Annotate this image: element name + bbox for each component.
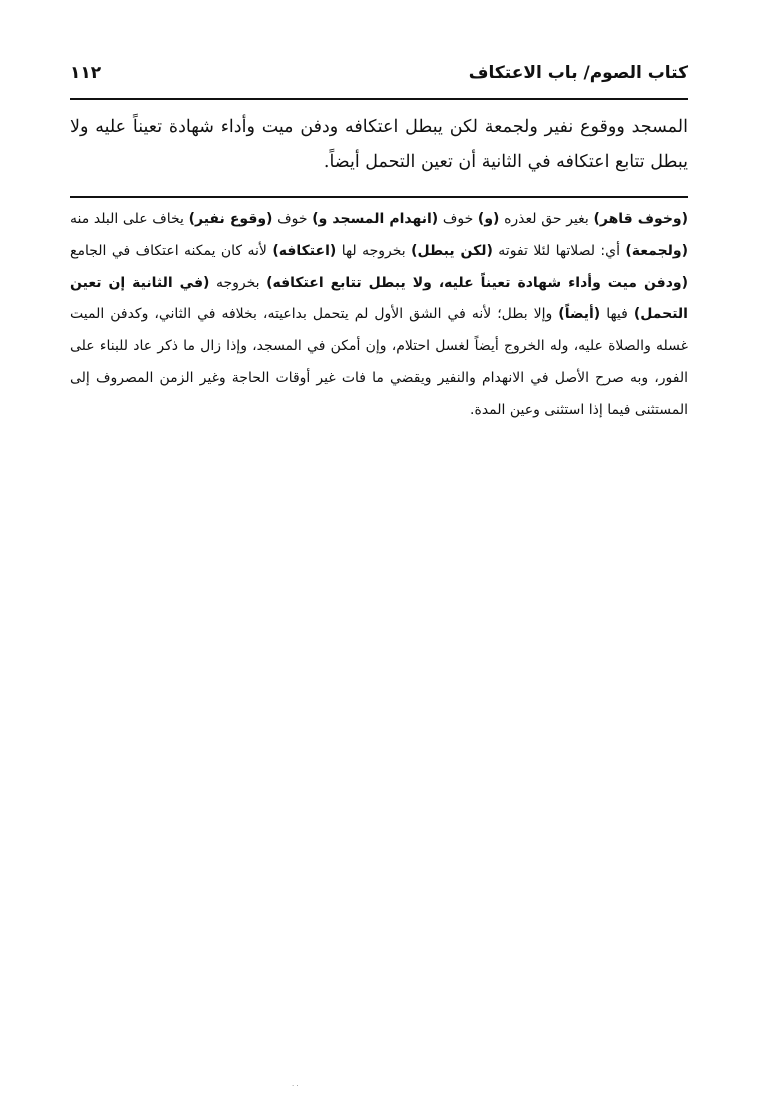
commentary-text: خوف [272,211,313,227]
quoted-text: (انهدام المسجد و) [312,211,439,227]
commentary-text: بخروجه لها [336,242,412,259]
page-header [70,60,688,90]
quoted-text: (لكن يبطل) [411,242,493,259]
page-number: ١١٢ [70,63,102,83]
commentary-text: لأنه كان يمكنه اعتكاف في الجامع [70,242,273,259]
commentary-text: بغير حق لعذره [499,211,594,227]
commentary-text: خوف [438,211,478,227]
running-title: كتاب الصوم/ باب الاعتكاف [468,63,688,83]
commentary-text: وإلا بطل؛ لأنه في الشق الأول لم يتحمل بداعيته، بخلافه في الثاني، وكدفن الميت غسله والصلاة عليه، وله الخروج أيضاً لغسل احتلام، وإن أمكن في المسجد، وإذا زال ما ذكر عاد للبناء على الفور، وبه صرح الأصل في الانهدام والنفير ويقضي ما فات غير أوقات الحاجة وغير الزمن المصروف إلى المستثنى فيما إذا استثنى وعين المدة. [70,306,688,418]
quoted-text: (اعتكافه) [272,242,337,259]
bottom-mark: ·· [292,1082,301,1090]
quoted-text: (و) [477,211,500,227]
quoted-text: (وقوع نفير) [188,211,273,227]
commentary-paragraph [70,204,688,427]
quoted-text: (وخوف قاهر) [593,211,689,227]
quoted-text: (في الثانية إن تعين التحمل) [70,274,688,323]
header-divider [70,98,688,100]
main-text-block [70,110,688,180]
quoted-text: (ولجمعة) [625,242,689,259]
commentary-text: بخروجه [209,274,267,291]
quoted-text: (أيضاً) [558,306,601,323]
commentary-text: أي: لصلاتها لئلا تفوته [492,242,626,259]
quoted-text: (ودفن ميت وأداء شهادة تعيناً عليه، ولا يبطل تتابع اعتكافه) [266,274,689,291]
commentary-text: فيها [600,306,634,323]
commentary-divider [70,196,688,198]
commentary-text: يخاف على البلد منه [70,211,189,227]
commentary-block [70,204,688,427]
main-text-paragraph: المسجد ووقوع نفير ولجمعة لكن يبطل اعتكافه ودفن ميت وأداء شهادة تعيناً عليه ولا يبطل تتابع اعتكافه في الثانية أن تعين التحمل أيضاً. [70,117,688,172]
